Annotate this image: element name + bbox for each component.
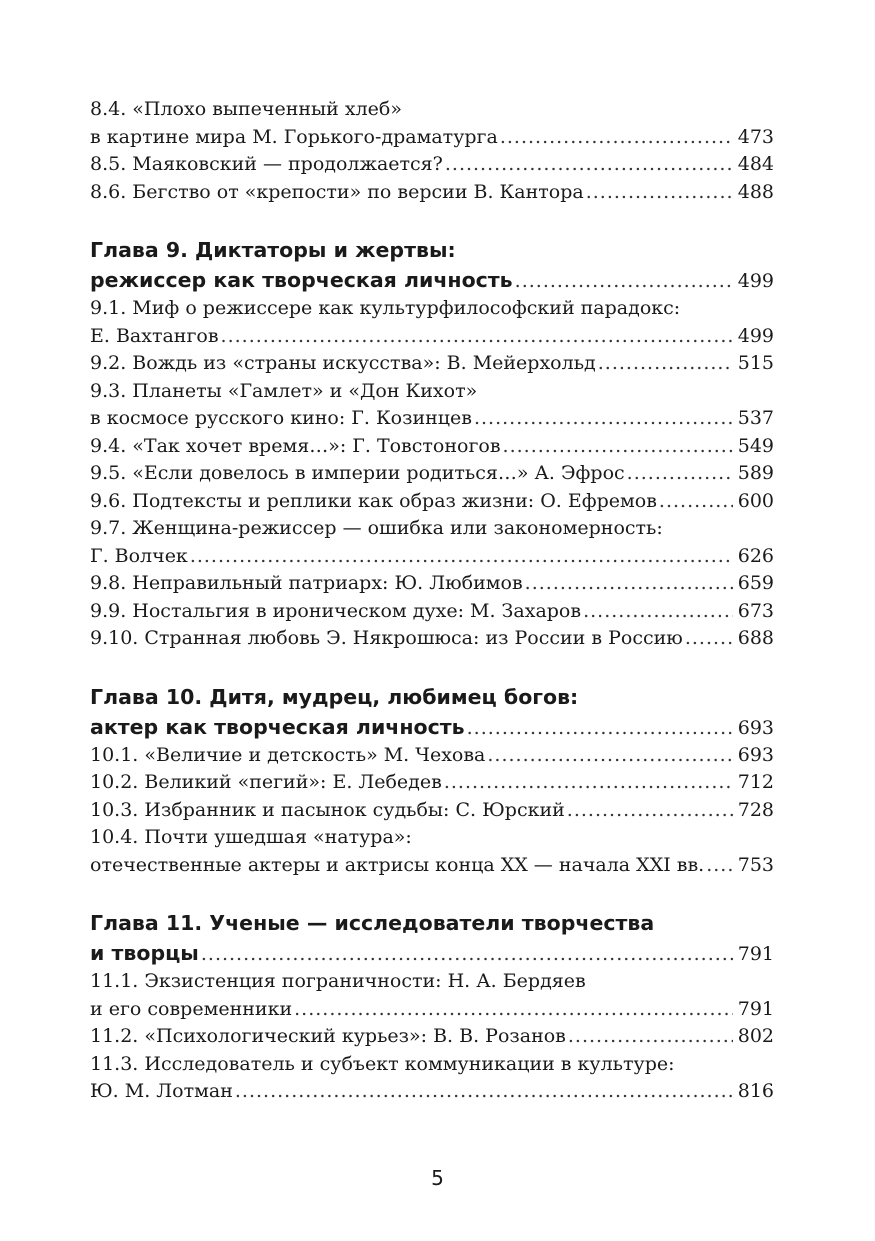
dot-leader: [487, 742, 732, 770]
toc-entry-11-3-line-1: 11.3. Исследователь и субъект коммуникации в культуре:: [90, 1052, 675, 1075]
toc-entry-9-4[interactable]: [90, 433, 774, 461]
dot-leader: [586, 179, 733, 207]
toc-entry-label: 9.2. Вождь из «страны искусства»: В. Мейерхольд: [90, 352, 596, 374]
toc-entry-page: 659: [737, 572, 774, 594]
chapter-9: [90, 235, 774, 653]
toc-entry-11-1[interactable]: [90, 996, 774, 1024]
toc-entry-10-4-line-1: 10.4. Почти ушедшая «натура»:: [90, 826, 412, 848]
toc-entry-page: 515: [737, 352, 774, 374]
chapter-11-heading[interactable]: [90, 938, 774, 968]
toc-entry-8-6[interactable]: [90, 179, 774, 207]
toc-entry-label: 9.8. Неправильный патриарх: Ю. Любимов: [90, 572, 523, 594]
toc-entry-page: 600: [737, 489, 774, 512]
toc-entry-9-9[interactable]: [90, 598, 774, 626]
dot-leader: [445, 151, 733, 179]
toc-entry-10-1[interactable]: [90, 742, 774, 770]
chapter-title: и творцы: [90, 941, 199, 965]
toc-entry-11-1-line-1: 11.1. Экзистенция пограничности: Н. А. Бердяев: [90, 970, 586, 992]
toc-entry-label: 9.4. «Так хочет время…»: Г. Товстоногов: [90, 434, 501, 457]
chapter-10-heading[interactable]: [90, 712, 774, 742]
chapter-10-title-line-1: Глава 10. Дитя, мудрец, любимец богов:: [90, 684, 579, 709]
toc-entry-page: 728: [737, 798, 774, 821]
toc-entry-page: 712: [737, 771, 774, 793]
toc-entry-9-7-line-1: 9.7. Женщина-режиссер — ошибка или закономерность:: [90, 517, 663, 539]
toc-entry-9-1-line-1: 9.1. Миф о режиссере как культурфилософский парадокс:: [90, 297, 681, 319]
toc-entry-9-7[interactable]: [90, 543, 774, 571]
toc-entry-page: 688: [737, 627, 774, 649]
chapter-11: [90, 908, 774, 1106]
toc-entry-label: 10.1. «Величие и детскость» М. Чехова: [90, 743, 486, 766]
chapter-title: актер как творческая личность: [90, 714, 465, 739]
toc-entry-9-3[interactable]: [90, 405, 774, 433]
dot-leader: [659, 488, 733, 516]
toc-entry-label: и его современники: [90, 997, 293, 1020]
table-of-contents: [90, 96, 774, 1106]
toc-entry-label: отечественные актеры и актрисы конца XX — начала XXI вв.: [90, 853, 705, 876]
toc-entry-label: 11.2. «Психологический курьез»: В. В. Розанов: [90, 1025, 566, 1047]
chapter-11-title-line-1: Глава 11. Ученые — исследователи творчества: [90, 911, 655, 935]
toc-entry-8-5[interactable]: [90, 151, 774, 179]
toc-entry-label: Ю. М. Лотман: [90, 1080, 233, 1102]
chapter-page: 693: [737, 716, 774, 739]
toc-entry-page: 484: [737, 153, 774, 175]
chapter-9-title-line-1: Глава 9. Диктаторы и жертвы:: [90, 238, 456, 262]
toc-entry-label: 10.2. Великий «пегий»: Е. Лебедев: [90, 771, 442, 793]
toc-entry-page: 626: [737, 544, 774, 567]
dot-leader: [201, 939, 733, 968]
toc-entry-page: 802: [737, 1025, 774, 1047]
toc-entry-page: 673: [737, 599, 774, 622]
dot-leader: [503, 433, 733, 461]
dot-leader: [467, 713, 733, 742]
toc-entry-label: 9.10. Странная любовь Э. Някрошюса: из России в Россию: [90, 627, 683, 649]
dot-leader: [515, 266, 733, 295]
toc-entry-label: 9.6. Подтексты и реплики как образ жизни: О. Ефремов: [90, 489, 657, 512]
toc-entry-label: 8.5. Маяковский — продолжается?: [90, 153, 443, 175]
toc-entry-8-4-line-1: 8.4. «Плохо выпеченный хлеб»: [90, 98, 402, 120]
dot-leader: [500, 124, 733, 152]
dot-leader: [444, 769, 733, 797]
toc-entry-8-4[interactable]: [90, 124, 774, 152]
dot-leader: [235, 1078, 733, 1106]
toc-entry-page: 499: [737, 324, 774, 347]
page-number: 5: [431, 1166, 444, 1190]
toc-entry-label: в космосе русского кино: Г. Козинцев: [90, 407, 472, 429]
dot-leader: [685, 625, 733, 653]
toc-entry-9-1[interactable]: [90, 323, 774, 351]
dot-leader: [583, 598, 733, 626]
toc-entry-page: 791: [737, 997, 774, 1020]
chapter-page: 499: [737, 270, 774, 292]
toc-entry-label: Е. Вахтангов: [90, 324, 219, 347]
dot-leader: [568, 1023, 733, 1051]
dot-leader: [706, 852, 733, 880]
chapter-10: [90, 682, 774, 880]
chapter-title: режиссер как творческая личность: [90, 268, 513, 292]
toc-entry-10-4[interactable]: [90, 852, 774, 880]
chapter-9-heading[interactable]: [90, 265, 774, 295]
toc-entry-9-8[interactable]: [90, 570, 774, 598]
toc-entry-page: 589: [737, 462, 774, 484]
dot-leader: [474, 405, 733, 433]
toc-entry-page: 693: [737, 743, 774, 766]
toc-entry-10-3[interactable]: [90, 797, 774, 825]
toc-entry-11-3[interactable]: [90, 1078, 774, 1106]
dot-leader: [598, 350, 733, 378]
toc-entry-page: 537: [737, 407, 774, 429]
dot-leader: [190, 543, 733, 571]
toc-entry-9-6[interactable]: [90, 488, 774, 516]
toc-entry-9-5[interactable]: [90, 460, 774, 488]
toc-entry-page: 753: [737, 853, 774, 876]
toc-entry-10-2[interactable]: [90, 769, 774, 797]
toc-entry-page: 816: [737, 1080, 774, 1102]
toc-entry-page: 488: [737, 180, 774, 203]
toc-entry-9-3-line-1: 9.3. Планеты «Гамлет» и «Дон Кихот»: [90, 379, 478, 402]
dot-leader: [294, 996, 733, 1024]
toc-entry-label: 8.6. Бегство от «крепости» по версии В. Кантора: [90, 180, 584, 203]
toc-entry-9-10[interactable]: [90, 625, 774, 653]
chapter-page: 791: [737, 943, 774, 965]
toc-entry-label: 9.5. «Если довелось в империи родиться…» А. Эфрос: [90, 462, 625, 484]
dot-leader: [221, 323, 733, 351]
chapter-8-continued: [90, 96, 774, 206]
toc-entry-label: в картине мира М. Горького-драматурга: [90, 125, 498, 148]
toc-entry-9-2[interactable]: [90, 350, 774, 378]
toc-entry-label: 9.9. Ностальгия в ироническом духе: М. Захаров: [90, 599, 582, 622]
toc-entry-page: 473: [737, 125, 774, 148]
dot-leader: [525, 570, 733, 598]
dot-leader: [567, 797, 733, 825]
toc-entry-label: 10.3. Избранник и пасынок судьбы: С. Юрский: [90, 798, 565, 821]
toc-entry-11-2[interactable]: [90, 1023, 774, 1051]
dot-leader: [627, 460, 733, 488]
toc-entry-page: 549: [737, 434, 774, 457]
toc-entry-label: Г. Волчек: [90, 544, 188, 567]
